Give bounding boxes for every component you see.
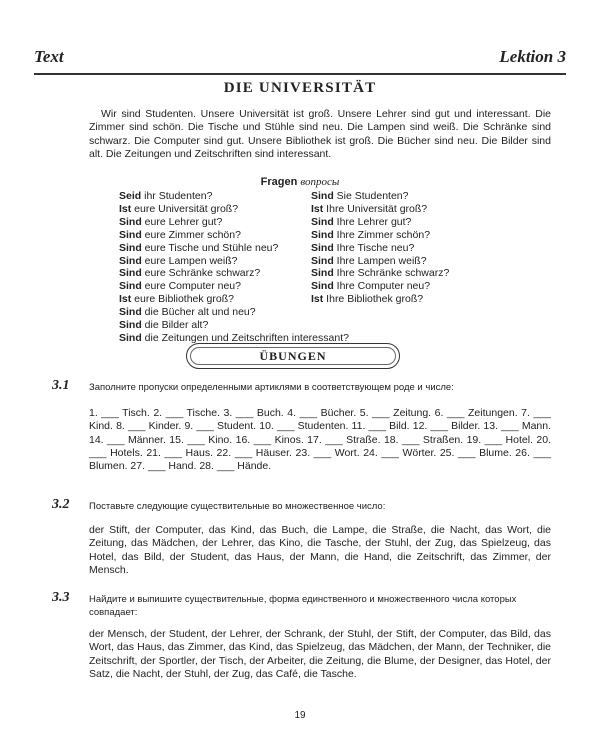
question-line: Sind Ihre Schränke schwarz?	[311, 267, 450, 280]
page-header	[34, 47, 566, 75]
question-line: Sind eure Lampen weiß?	[119, 254, 238, 267]
exercise-number: 3.2	[52, 497, 70, 512]
question-line: Sind Ihre Computer neu?	[311, 280, 431, 293]
questions-right-column	[311, 190, 449, 306]
question-line: Sind eure Schränke schwarz?	[119, 267, 261, 280]
page-number: 19	[294, 710, 306, 721]
section-label: Text	[34, 47, 64, 66]
exercise-instruction: Поставьте следующие существительные во множественное число:	[89, 501, 386, 512]
question-line: Ist Ihre Bibliothek groß?	[311, 293, 424, 306]
question-line: Ist eure Universität groß?	[119, 202, 239, 215]
exercise-body: der Mensch, der Student, der Lehrer, der Schrank, der Stuhl, der Stift, der Computer, das Bild, das Wort, das Haus, das Zimmer, das Kind, das Spielzeug, das Mädchen, der Mann, der Techniker, die Zeitschrift, der Sportler, der Tisch, der Arbeiter, die Zeitung, die Blume, der Designer, das Hotel, der Satz, die Nacht, der Stuhl, der Zug, das Café, die Tasche.	[89, 628, 551, 680]
exercises-banner-label: ÜBUNGEN	[259, 349, 327, 363]
questions-title-ru: вопросы	[300, 176, 340, 188]
questions-heading	[0, 176, 600, 188]
question-line: Sind Ihre Tische neu?	[311, 241, 415, 254]
exercise-instruction: Заполните пропуски определенными артиклями в соответствующем роде и числе:	[89, 382, 454, 393]
question-line: Sind Ihre Lehrer gut?	[311, 215, 412, 228]
question-line: Sind Ihre Zimmer schön?	[311, 228, 431, 241]
question-line: Sind Ihre Lampen weiß?	[311, 254, 427, 267]
question-line: Sind eure Lehrer gut?	[119, 215, 223, 228]
exercise-instruction: Найдите и выпишите существительные, форма единственного и множественного числа которых совпадает:	[89, 594, 517, 618]
question-line: Ist Ihre Universität groß?	[311, 202, 428, 215]
text-title: DIE UNIVERSITÄT	[223, 80, 377, 96]
lesson-label: Lektion 3	[499, 47, 566, 66]
exercise-number: 3.1	[52, 378, 70, 393]
question-line: Sind eure Zimmer schön?	[119, 228, 241, 241]
question-line: Sind eure Tische und Stühle neu?	[119, 241, 279, 254]
question-line: Seid ihr Studenten?	[119, 190, 213, 202]
question-line: Sind eure Computer neu?	[119, 280, 241, 293]
question-line: Sind die Zeitungen und Zeitschriften interessant?	[119, 331, 349, 344]
exercise-number: 3.3	[52, 590, 70, 605]
exercise-body: 1. ___ Tisch. 2. ___ Tische. 3. ___ Buch. 4. ___ Bücher. 5. ___ Zeitung. 6. ___ Zeitungen. 7. ___ Kind. 8. ___ Kinder. 9. ___ Student. 10. ___ Studenten. 11. ___ Bild. 12. ___ Bilder. 13. ___ Mann. 14. ___ Männer. 15. ___ Kino. 16. ___ Kinos. 17. ___ Straße. 18. ___ Straßen. 19. ___ Hotel. 20. ___ Hotels. 21. ___ Haus. 22. ___ Häuser. 23. ___ Wort. 24. ___ Wörter. 25. ___ Blume. 26. ___ Blumen. 27. ___ Hand. 28. ___ Hände.	[89, 407, 551, 473]
question-line: Ist eure Bibliothek groß?	[119, 293, 234, 306]
exercises-banner	[186, 343, 400, 369]
question-line: Sind die Bilder alt?	[119, 319, 209, 332]
exercise-body: der Stift, der Computer, das Kind, das Buch, die Lampe, die Straße, die Nacht, das Wort, die Zeitung, das Mädchen, der Lehrer, das Kino, die Tasche, der Stuhl, der Zug, das Spielzeug, das Hotel, das Bild, der Student, das Haus, der Mann, die Hand, die Zeitschrift, das Zimmer, der Mensch.	[89, 524, 551, 576]
question-line: Sind Sie Studenten?	[311, 190, 409, 202]
reading-paragraph: Wir sind Studenten. Unsere Universität ist groß. Unsere Lehrer sind gut und interessant. Die Zimmer sind schön. Die Tische und Stühle sind neu. Die Lampen sind weiß. Die Schränke sind schwarz. Die Computer sind gut. Unsere Bibliothek ist groß. Die Bücher sind neu. Die Bilder sind alt. Die Zeitungen und Zeitschriften sind interessant.	[89, 108, 551, 160]
question-line: Sind die Bücher alt und neu?	[119, 306, 256, 319]
questions-title: Fragen	[260, 176, 298, 188]
